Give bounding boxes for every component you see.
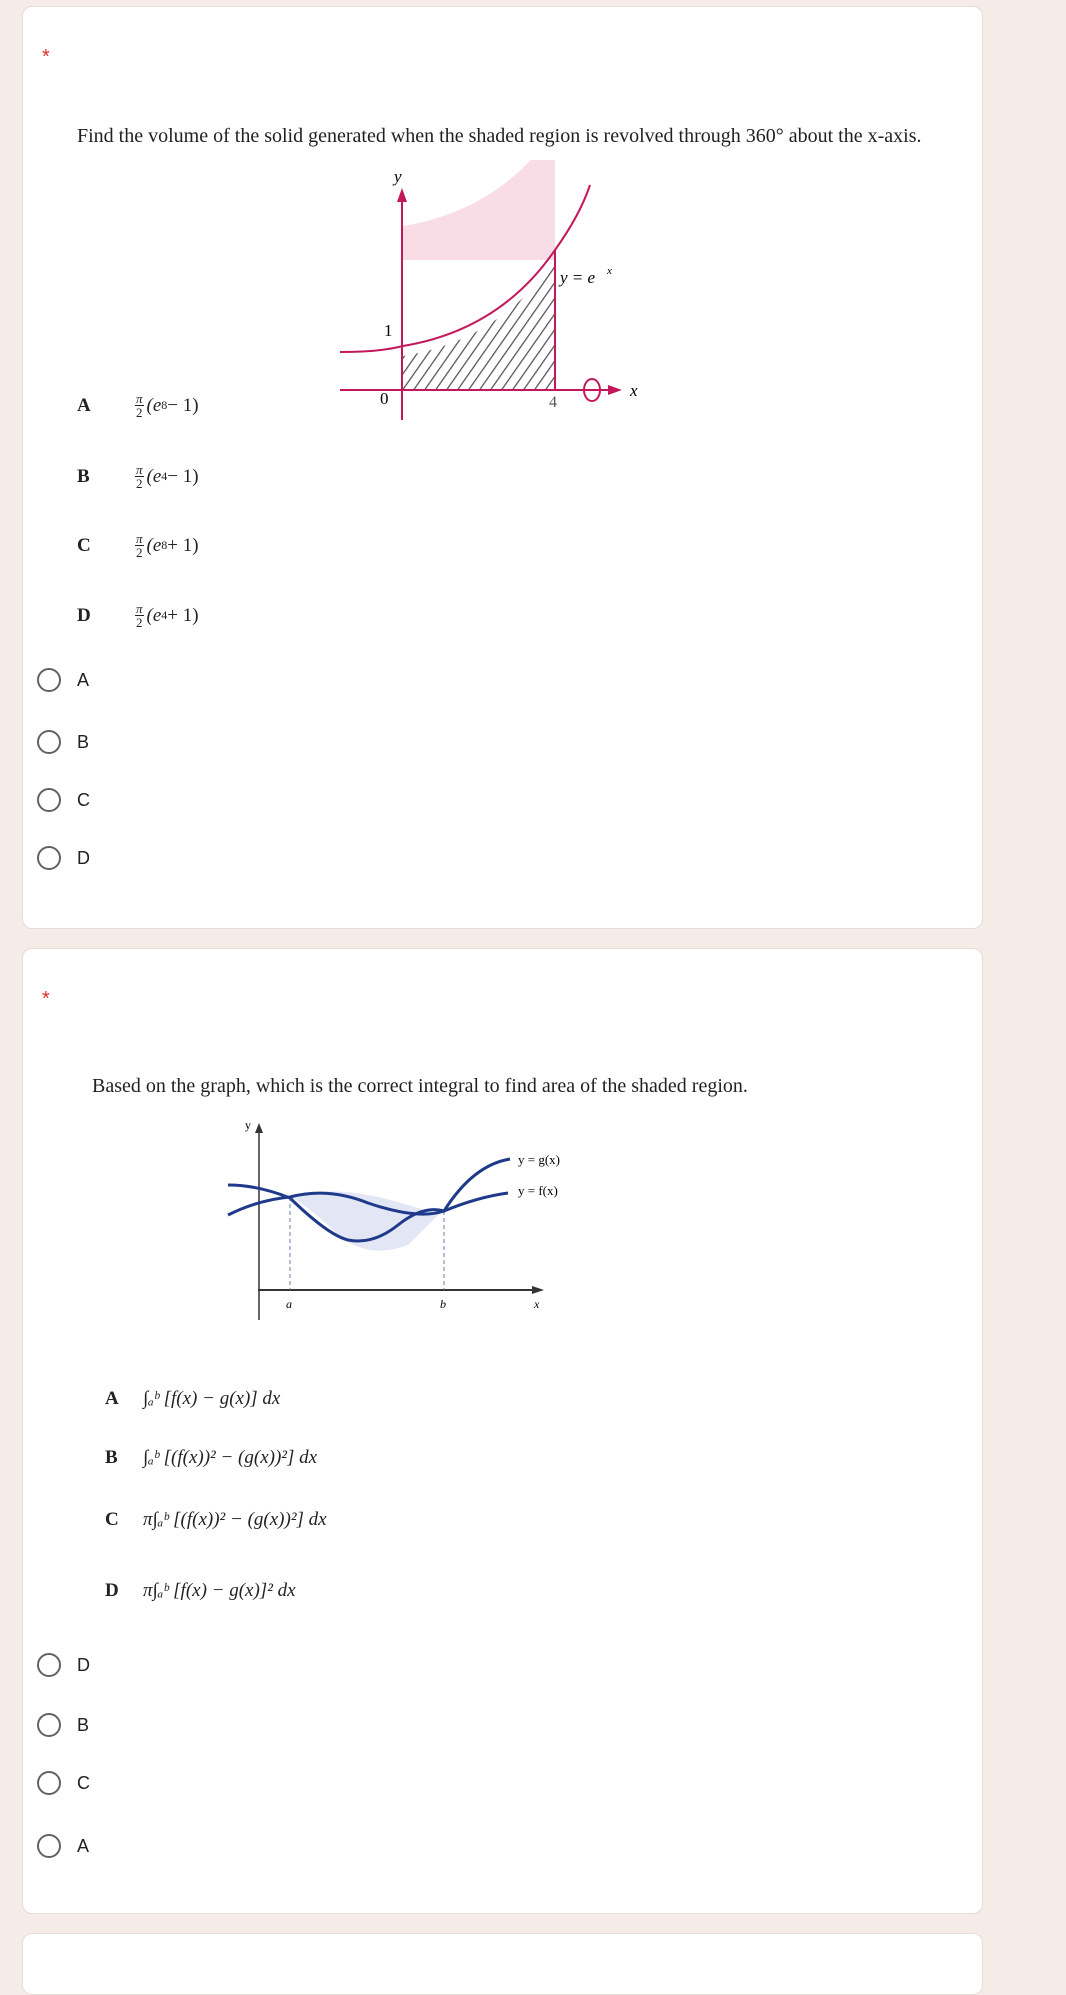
y-axis-label: y bbox=[394, 167, 402, 186]
option-c: C $\frac{\pi}{2}$ (e 8 + 1) bbox=[77, 531, 199, 560]
radio-c[interactable]: C bbox=[37, 788, 90, 812]
option-d: D π∫ₐᵇ [f(x) − g(x)]² dx bbox=[105, 1580, 296, 1601]
exp-curve-graph bbox=[340, 160, 670, 430]
tick-0: 0 bbox=[380, 389, 389, 408]
required-mark: * bbox=[42, 46, 50, 68]
f-label: y = f(x) bbox=[518, 1183, 558, 1198]
x-axis-label: x bbox=[630, 381, 638, 400]
tick-4: 4 bbox=[549, 394, 557, 411]
area-between-curves-graph bbox=[218, 1115, 583, 1325]
option-c: C π∫ₐᵇ [(f(x))² − (g(x))²] dx bbox=[105, 1509, 327, 1530]
option-a: A $\frac{\pi}{2}$ (e 8 − 1) bbox=[77, 391, 199, 420]
radio-b[interactable]: B bbox=[37, 1713, 89, 1737]
radio-a[interactable]: A bbox=[37, 1834, 89, 1858]
radio-c[interactable]: C bbox=[37, 1771, 90, 1795]
radio-d[interactable]: D bbox=[37, 1653, 90, 1677]
curve-label: y = e bbox=[560, 268, 596, 287]
radio-a[interactable]: A bbox=[37, 668, 89, 692]
radio-b[interactable]: B bbox=[37, 730, 89, 754]
question-text: Based on the graph, which is the correct integral to find area of the shaded region. bbox=[92, 1075, 748, 1097]
option-a: A ∫ₐᵇ [f(x) − g(x)] dx bbox=[105, 1388, 281, 1409]
tick-1: 1 bbox=[384, 321, 393, 340]
option-d: D $\frac{\pi}{2}$ (e 4 + 1) bbox=[77, 601, 199, 630]
a-label: a bbox=[286, 1297, 292, 1311]
radio-d[interactable]: D bbox=[37, 846, 90, 870]
y-axis-label: y bbox=[245, 1118, 251, 1132]
required-mark: * bbox=[42, 988, 50, 1010]
option-b: B ∫ₐᵇ [(f(x))² − (g(x))²] dx bbox=[105, 1447, 318, 1468]
question-text: Find the volume of the solid generated when the shaded region is revolved through 360° about the x-axis. bbox=[77, 125, 922, 147]
option-b: B $\frac{\pi}{2}$ (e 4 − 1) bbox=[77, 462, 199, 491]
g-label: y = g(x) bbox=[518, 1152, 560, 1167]
curve-label-exponent: x bbox=[607, 265, 612, 277]
x-axis-label: x bbox=[534, 1297, 540, 1311]
b-label: b bbox=[440, 1297, 446, 1311]
question-card-3 bbox=[22, 1933, 983, 1995]
